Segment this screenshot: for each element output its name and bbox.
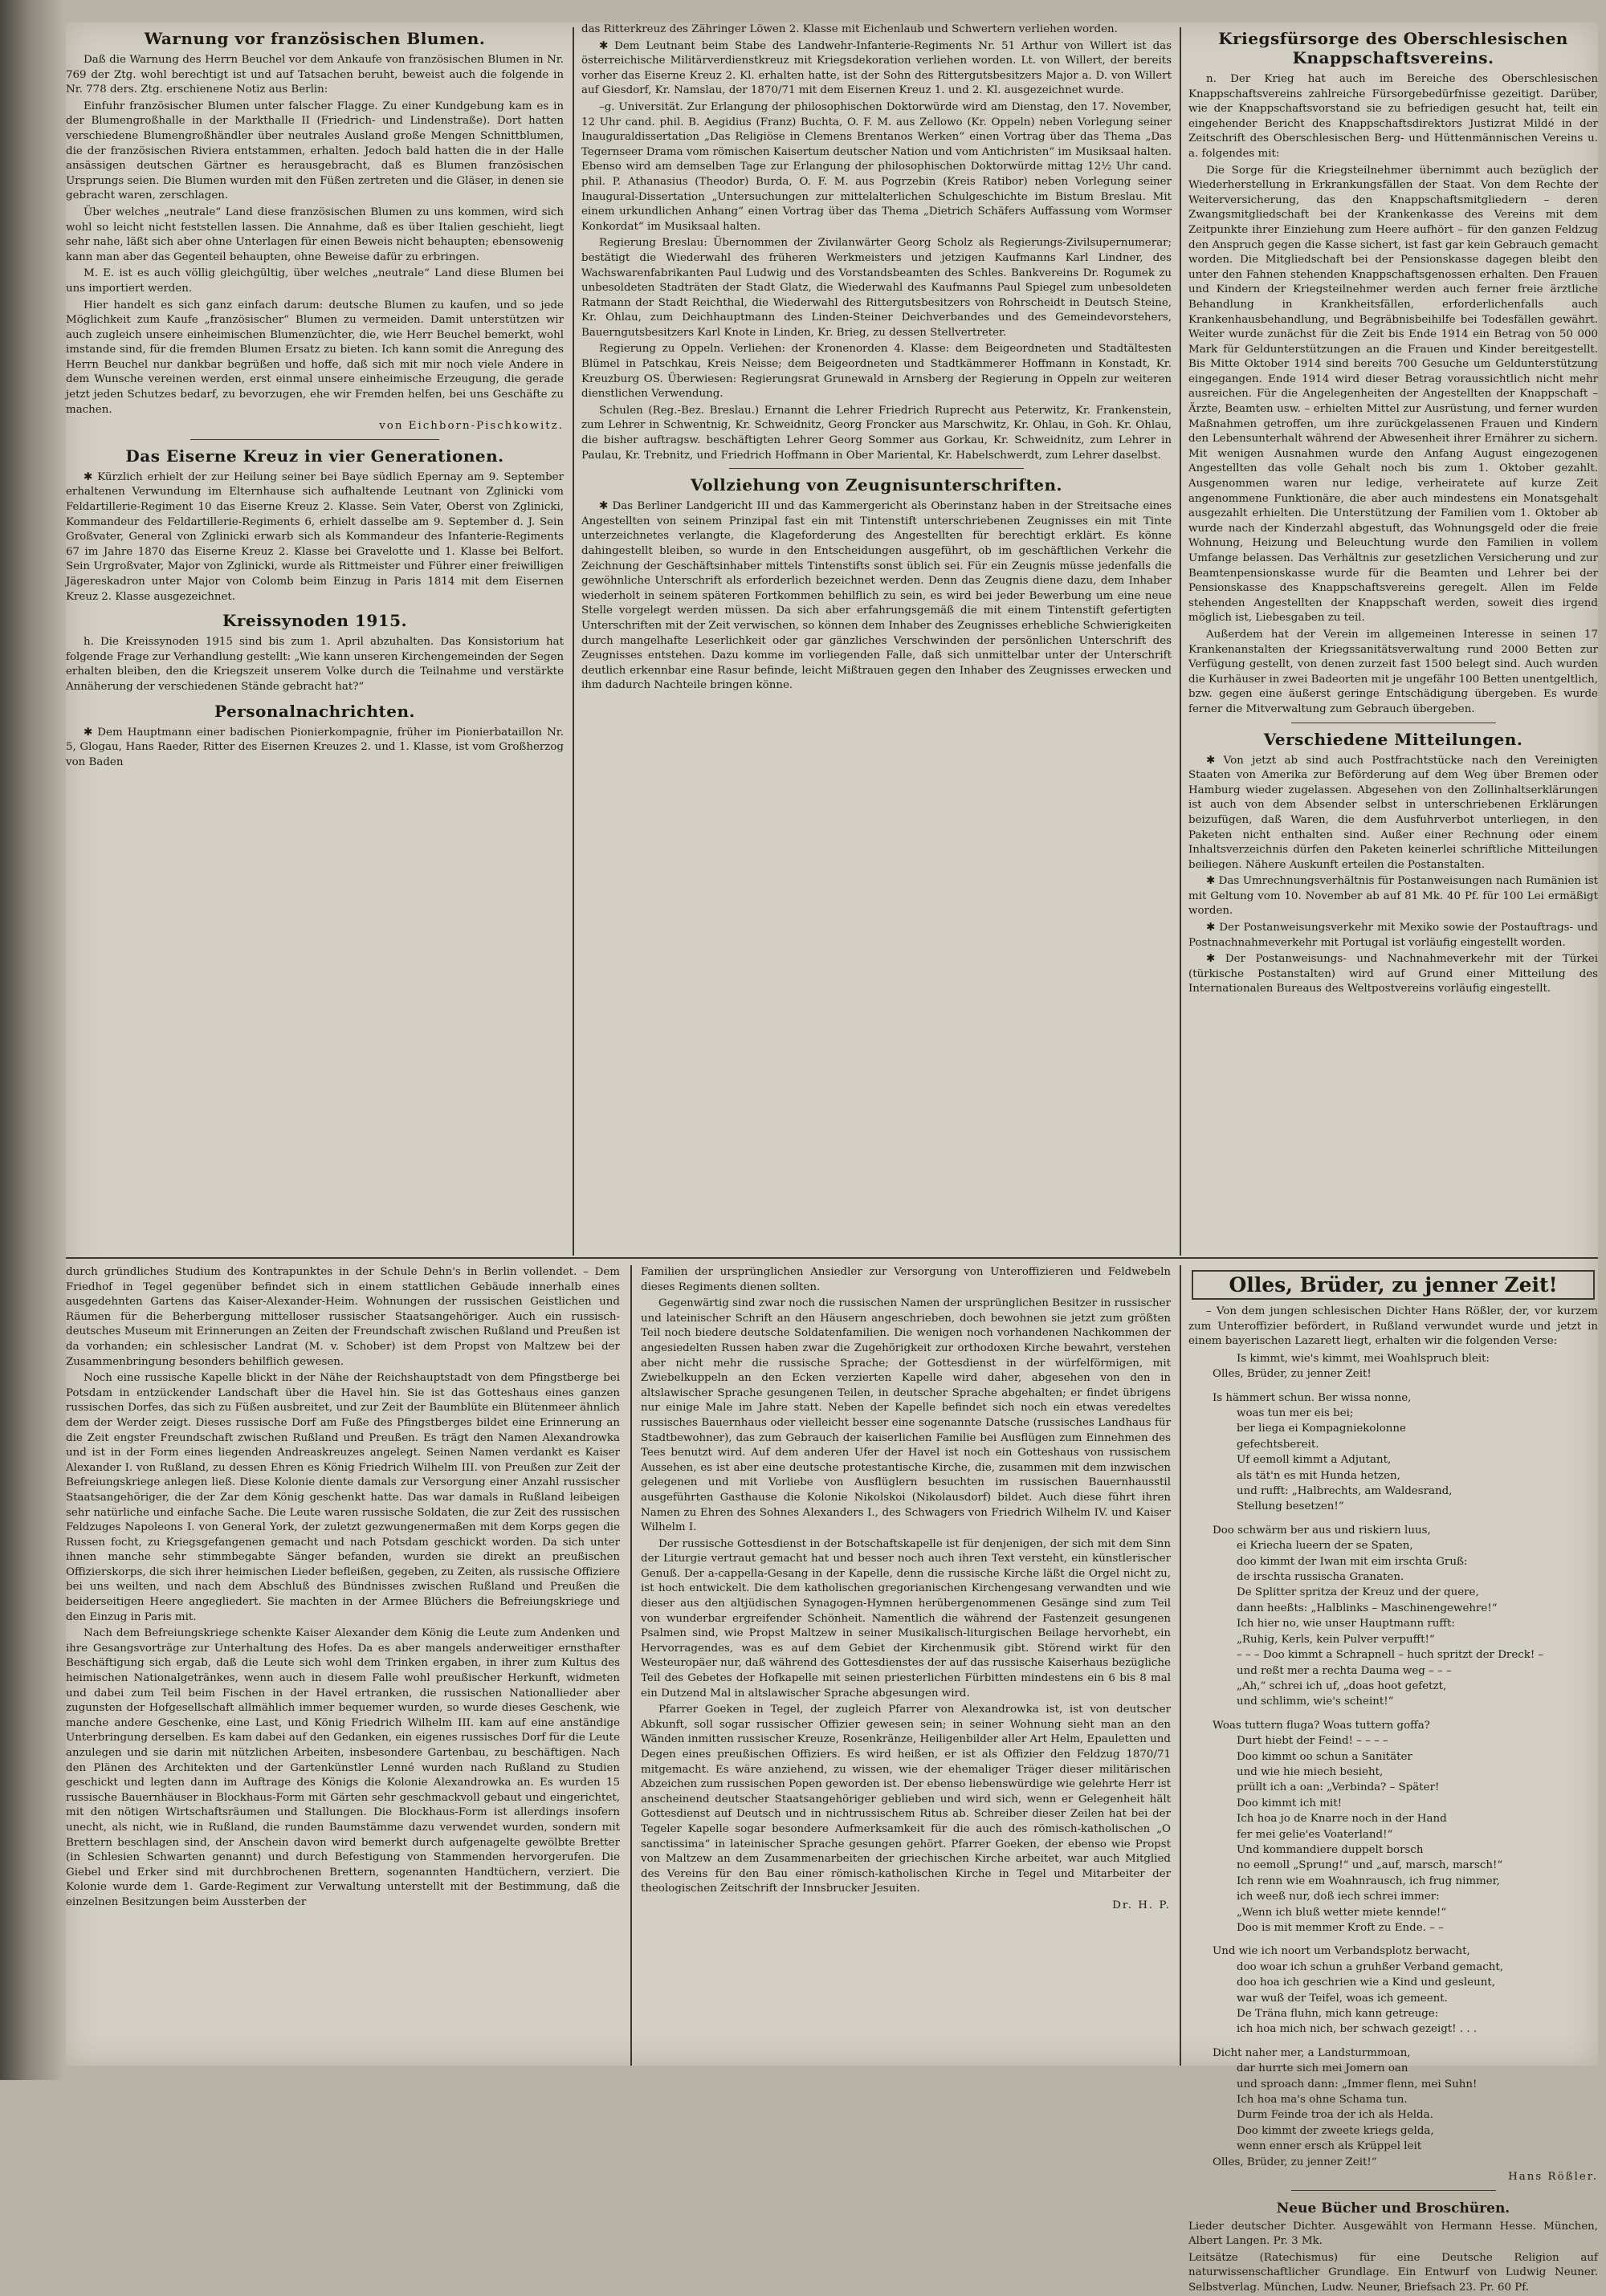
poem-line: dar hurrte sich mei Jomern oan [1237, 2062, 1408, 2075]
poem-line: Durm Feinde troa der ich als Helda. [1237, 2109, 1433, 2122]
paragraph: Familien der ursprünglichen Ansiedler zur Versorgung von Unteroffizieren und Feldwebeln dieses Regiments dienen sollten. [641, 1266, 1171, 1293]
paragraph: ✱ Der Postanweisungs- und Nachnahmeverkehr mit der Türkei (türkische Postanstalten) wird auf Grund einer Mitteilung des Internationalen Bureaus des Weltpostvereins vorläufig eingestellt. [1188, 953, 1598, 995]
headline-personalnachrichten: Personalnachrichten. [214, 701, 415, 721]
headline-kreissynoden: Kreissynoden 1915. [222, 611, 408, 631]
book-entry: Lieder deutscher Dichter. Ausgewählt von Hermann Hesse. München, Albert Langen. Pr. 3 Mk. [1188, 2220, 1598, 2248]
poem-line: no eemoll „Sprung!“ und „auf, marsch, marsch!“ [1237, 1859, 1503, 1872]
column-rule [1180, 1265, 1181, 2066]
poem-line [1237, 1710, 1598, 1718]
column-rule [630, 1265, 632, 2066]
headline-mitteilungen: Verschiedene Mitteilungen. [1263, 729, 1523, 749]
headline-warnung: Warnung vor französischen Blumen. [144, 29, 486, 48]
poem-line [1237, 1382, 1598, 1390]
poem-line: gefechtsbereit. [1237, 1438, 1319, 1451]
poem-line: Ich hoa jo de Knarre noch in der Hand [1237, 1813, 1447, 1826]
column-rule [1180, 27, 1181, 1256]
paragraph: ✱ Das Umrechnungsverhältnis für Postanweisungen nach Rumänien ist mit Geltung vom 10. November ab auf 81 Mk. 40 Pf. für 100 Lei ermäßigt worden. [1188, 875, 1598, 918]
paragraph: ✱ Das Berliner Landgericht III und das Kammergericht als Oberinstanz haben in der Streitsache eines Angestellten von seinem Prinzipal fast ein mit Tintenstift unterschriebenen Zeugnisses ein mit Tinte unterzeichnetes verlangte, die Klageforderung des Angestellten für berechtigt erklärt. Es könne dahingestellt bleiben, so wurde in den Entscheidungen ausgeführt, ob im geschäftlichen Verkehr die Zeichnung der Geschäftsinhaber mittels Tintenstifts sonst üblich sei. Für ein Zeugnis müsse jedenfalls die gewöhnliche Unterschrift als erforderlich bezeichnet werden. Denn das Zeugnis diene dazu, dem Inhaber wiederholt in seinem späteren Fortkommen behilflich zu sein, es wird bei jeder Bewerbung um eine neue Stelle vorgelegt werden müssen. Da sich aber erfahrungsgemäß die mit einem Tintenstift gefertigten Unterschriften mit der Zeit verwischen, so können dem Inhaber des Zeugnisses erhebliche Schwierigkeiten durch mangelhafte Leserlichkeit oder gar gänzliches Verschwinden der persönlichen Unterschrift des Zeugnisses entstehen. Dazu komme im vorliegenden Falle, daß sich unmittelbar unter der Unterschrift deutlich erkennbar eine Rasur befinde, leicht Mißtrauen gegen den Inhaber des Zeugnisses erwecken und ihm dadurch Nachteile bringen könne. [581, 500, 1172, 692]
paragraph: –g. Universität. Zur Erlangung der philosophischen Doktorwürde wird am Dienstag, den 17. November, 12 Uhr cand. phil. B. Aegidius (Franz) Buchta, O. F. M. aus Zellowo (Kr. Oppeln) neben Vorlegung seiner Inauguraldissertation „Das Religiöse in Clemens Brentanos Werken“ einen Vortrag über das Thema „Das Tegernseer Drama vom römischen Kaisertum deutscher Nation und vom Antichristen“ im Musiksaal halten. Ebenso wird am demselben Tage zur Erlangung der philosophischen Doktorwürde mittag 12½ Uhr cand. phil. P. Athanasius (Theodor) Burda, O. F. M. aus Pogrzebin (Kreis Ratibor) neben Vorlegung seiner Inaugural-Dissertation „Untersuchungen zur mittelalterlichen Schulgeschichte im Bistum Breslau. Mit einem urkundlichen Anhang“ einen Vortrag über das Thema „Dietrich Schäfers Auffassung vom Wormser Konkordat“ im Musiksaal halten. [581, 100, 1172, 233]
poem-line: ich hoa mich nich, ber schwach gezeigt! . . . [1237, 2023, 1478, 2036]
poem-line: – – – Doo kimmt a Schrapnell – huch spritzt der Dreck! – [1237, 1649, 1544, 1662]
poem-line: und reßt mer a rechta Dauma weg – – – [1237, 1664, 1452, 1677]
poem-line: ich weeß nur, doß iech schrei immer: [1237, 1891, 1440, 1903]
paragraph: Gegenwärtig sind zwar noch die russischen Namen der ursprünglichen Besitzer in russischer und lateinischer Schrift an den Häusern angeschrieben, doch bewohnen sie jetzt zum größten Teil noch biedere deutsche Soldatenfamilien. Die wenigen noch vorhandenen Nachkommen der angesiedelten Russen haben zwar die Zugehörigkeit zur orthodoxen Kirche bewahrt, verstehen aber nicht mehr die russische Sprache; der Gottesdienst in der würfelförmigen, mit Zwiebelkuppeln an den Ecken verzierten Kapelle wird daher, abgesehen von den in altslawischer Sprache gesungenen Teilen, in deutscher Sprache abgehalten; er findet übrigens nur einige Male im Jahre statt. Neben der Kapelle befindet sich noch ein etwas veredeltes russisches Bauernhaus oder vielleicht besser eine sogenannte Datsche (russisches Landhaus für Stadtbewohner), das zum Gebrauch der kaiserlichen Familie bei Ausflügen zum Einnehmen des Tees benutzt wird. Auf dem anderen Ufer der Havel ist noch ein Gotteshaus von russischem Aussehen, es ist aber eine deutsche protestantische Kirche, die, zusammen mit dem inzwischen gelegenen und mit Vorliebe von Ausflüglern besuchten im russischen Bauernhausstil ausgeführten Gasthause die Kolonie Nikolskoi (Nikolausdorf) bildet. Auch diese führt ihren Namen zu Ehren des Sohnes Alexanders I., des Schwagers von Friedrich Wilhelm IV. und Kaiser Wilhelm I. [641, 1297, 1171, 1534]
poem-line: Is hämmert schun. Ber wissa nonne, [1213, 1391, 1412, 1404]
poem-line: Doo is mit memmer Kroft zu Ende. – – [1237, 1922, 1444, 1934]
poem-line: De Träna fluhn, mich kann getreuge: [1237, 2008, 1439, 2021]
paragraph: Einfuhr französischer Blumen unter falscher Flagge. Zu einer Kundgebung kam es in der Blumengroßhalle in der Markthalle II (Friedrich- und Lindenstraße). Dort hatten verschiedene Blumengroßhändler über neutrales Ausland große Mengen Schnittblumen, die der französischen Riviera entstammen, erhalten. Jedoch bald hatten die in der Halle ansässigen deutschen Gärtner es herausgebracht, daß es Blumen französischen Ursprungs seien. Die Blumen wurden mit den Füßen zertreten und die Gläser, in denen sie gebracht waren, zerschlagen. [66, 100, 564, 202]
poem-line: Und kommandiere duppelt borsch [1237, 1843, 1424, 1856]
poem-line: „Ah,“ schrei ich uf, „doas hoot gefetzt, [1237, 1679, 1447, 1692]
paragraph: ✱ Dem Hauptmann einer badischen Pionierkompagnie, früher im Pionierbataillon Nr. 5, Glogau, Hans Raeder, Ritter des Eisernen Kreuzes 2. und 1. Klasse, ist vom Großherzog von Baden [66, 726, 564, 768]
paragraph: ✱ Der Postanweisungsverkehr mit Mexiko sowie der Postauftrags- und Postnachnahmeverkehr mit Portugal ist vorläufig eingestellt worden. [1188, 922, 1598, 949]
book-entry: Leitsätze (Ratechismus) für eine Deutsche Religion auf naturwissenschaftlicher Grundlage. Ein Entwurf von Ludwig Neuner. Selbstverlag. München, Ludw. Neuner, Briefsach 23. Pr. 60 Pf. [1188, 2251, 1598, 2294]
poem-line: Doo kimmt oo schun a Sanitäter [1237, 1750, 1412, 1763]
poem-line: de irschta russischa Granaten. [1237, 1571, 1404, 1584]
paragraph: Außerdem hat der Verein im allgemeinen Interesse in seinen 17 Krankenanstalten der Kriegssanitätsverwaltung rund 2000 Betten zur Verfügung gestellt, von denen zurzeit fast 1500 belegt sind. Auch wurden die Kurhäuser in zwei Badeorten mit je ungefähr 100 Betten unentgeltlich, bzw. gegen eine äußerst geringe Entschädigung übergeben. Es wurde ferner die Mitverwaltung zum Gebrauch übergeben. [1188, 628, 1598, 715]
paragraph: Daß die Warnung des Herrn Beuchel vor dem Ankaufe von französischen Blumen in Nr. 769 der Ztg. wohl berechtigt ist und auf Tatsachen beruht, beweist auch die folgende in Nr. 778 ders. Ztg. erschienene Notiz aus Berlin: [66, 54, 564, 96]
paragraph: n. Der Krieg hat auch im Bereiche des Oberschlesischen Knappschaftsvereins zahlreiche Fürsorgebedürfnisse gezeitigt. Darüber, wie der Knappschaftsvorstand sie zu befriedigen gesucht hat, teilt ein eingehender Bericht des Knappschaftsdirektors Justizrat Mildé in der Zeitschrift des Oberschlesischen Berg- und Hüttenmännischen Vereins u. a. folgendes mit: [1188, 73, 1598, 160]
poem-line: und schlimm, wie's scheint!“ [1237, 1696, 1394, 1708]
poem-line: Durt hiebt der Feind! – – – – [1237, 1735, 1388, 1748]
book-binding [0, 0, 64, 2080]
divider [729, 468, 1025, 469]
paragraph: Der russische Gottesdienst in der Botschaftskapelle ist für denjenigen, der sich mit dem Sinn der Liturgie vertraut gemacht hat und besser noch auch ihren Text versteht, ein künstlerischer Genuß. Der a-cappella-Gesang in der Kapelle, denn die russische Kirche läßt die Orgel nicht zu, ist hoch entwickelt. Die dem katholischen gregorianischen Kirchengesang verwandten und wie dieser aus den altjüdischen Synagogen-Hymnen herübergenommenen Gesänge sind zum Teil von wunderbar ergreifender Schönheit. Namentlich die während der Fastenzeit gesungenen Psalmen sind, wie Propst Maltzew in seiner Musikalisch-liturgischen Beilage hervorhebt, ein Hervorragendes, was es auf dem Gebiet der Kirchenmusik gibt. Störend wirkt für den Westeuropäer nur, daß während des Gottesdienstes der auf das russische Kaiserhaus bezügliche Teil des Gebetes der Hofkapelle mit seinen priesterlichen Fürbitten mindestens ein 6 bis 8 mal ein Dutzend Mal in altslawischer Sprache abgesungen wird. [641, 1537, 1171, 1700]
poem-line: woas tun mer eis bei; [1237, 1407, 1354, 1419]
paragraph: Regierung Breslau: Übernommen der Zivilanwärter Georg Scholz als Regierungs-Zivilsupernumerar; bestätigt die Wiederwahl des früheren Werkmeisters und jetzigen Kaufmanns Karl Lindner, des Wachswarenfabrikanten Paul Ludwig und des Vorstandsbeamten des Schles. Bankvereins Dr. Rogumek zu unbesoldeten Stadträten der Stadt Glatz, die Wiederwahl des Kaufmanns Paul Spiegel zum unbesoldeten Ratmann der Stadt Reichthal, die Wiederwahl des Rittergutsbesitzers von Rohrscheidt in Deutsch Steine, Kr. Ohlau, zum Deichhauptmann des Linden-Steiner Deichverbandes und des Gemeindevorstehers, Bauerngutsbesitzers Karl Knote in Linden, Kr. Brieg, zu dessen Stellvertreter. [581, 237, 1172, 339]
paragraph: ✱ Von jetzt ab sind auch Postfrachtstücke nach den Vereinigten Staaten von Amerika zur Beförderung auf dem Weg über Bremen oder Hamburg wieder zugelassen. Abgesehen von den Zollinhaltserklärungen ist auch von dem Absender selbst in unterschriebenen Erklärungen beizufügen, daß Waren, die dem Ausfuhrverbot unterliegen, in den Paketen nicht enthalten sind. Außer einer Rechnung oder einem Inhaltsverzeichnis dürfen den Paketen keinerlei schriftliche Mitteilungen beiliegen. Nähere Auskunft erteilen die Postanstalten. [1188, 754, 1598, 871]
poem-line: „Ruhig, Kerls, kein Pulver verpufft!“ [1237, 1633, 1435, 1646]
paragraph: M. E. ist es auch völlig gleichgültig, über welches „neutrale“ Land diese Blumen bei uns importiert werden. [66, 267, 564, 295]
poem-line: Und wie ich noort um Verbandsplotz berwacht, [1213, 1945, 1470, 1958]
poem-body [1188, 1351, 1598, 2170]
poem-line: Ich hoa ma's ohne Schama tun. [1237, 2094, 1408, 2107]
headline-buecher: Neue Bücher und Broschüren. [1276, 2200, 1510, 2217]
poem-line: Ich renn wie em Woahnrausch, ich frug nimmer, [1237, 1875, 1500, 1887]
divider [190, 439, 439, 440]
poem-line: Doo kimmt der zweete kriegs gelda, [1237, 2124, 1434, 2137]
paragraph: h. Die Kreissynoden 1915 sind bis zum 1. April abzuhalten. Das Konsistorium hat folgende Frage zur Verhandlung gestellt: „Wie kann unseren Kirchengemeinden der Segen erhalten bleiben, den die Kriegszeit unserem Volke durch die Teilnahme und verstärkte Annäherung der verschiedenen Stände gebracht hat?“ [66, 636, 564, 693]
newspaper-page [66, 22, 1598, 2294]
headline-eiserne-kreuz: Das Eiserne Kreuz in vier Generationen. [125, 446, 504, 466]
feuilleton-column-1 [66, 1265, 620, 2066]
paragraph: Hier handelt es sich ganz einfach darum: deutsche Blumen zu kaufen, und so jede Möglichkeit zum Kaufe „französischer“ Blumen zu vermeiden. Damit unterstützen wir auch zugleich unsere einheimischen Blumenzüchter, die, wie Herr Beuchel bemerkt, wohl imstande sind, für die fremden Blumen Ersatz zu bieten. Ich kann somit die Anregung des Herrn Beuchel nur dankbar begrüßen und hoffe, daß sich mit mir noch viele Andere in dem Wunsche vereinen werden, erst einmal unsere einheimische Erzeugung, die gerade jetzt jeden Schutzes bedarf, zu bevorzugen, ehe wir Fremden helfen, bei uns Geschäfte zu machen. [66, 299, 564, 416]
poem-line: Stellung besetzen!“ [1237, 1500, 1344, 1513]
poem-line: Dicht naher mer, a Landsturmmoan, [1213, 2046, 1411, 2059]
paragraph: Noch eine russische Kapelle blickt in der Nähe der Reichshauptstadt von dem Pfingstberge bei Potsdam in entzückender Landschaft über die Havel hin. Sie ist das Gotteshaus eines ganzen russischen Dorfes, das sich zu Füßen ausbreitet, und zur Zeit der Baumblüte ein Blütenmeer ähnlich dem der Werder zeigt. Dieses russische Dorf am Fuße des Pfingstberges bildet eine Erinnerung an die Zeit engster Freundschaft zwischen Rußland und Preußen. Es trägt den Namen Alexandrowka und ist in der Form eines liegenden Andreaskreuzes angelegt. Seinen Namen verdankt es Kaiser Alexander I. von Rußland, zu dessen Ehren es König Friedrich Wilhelm III. von Preußen zur Zeit der Befreiungskriege anlegen ließ. Diese Kolonie diente damals zur Versorgung einer Anzahl russischer Staatsangehöriger, die der Zar dem König geschenkt hatte. Das war damals in Rußland leibeigen sehr natürliche und einfache Sache. Die Leute waren russische Soldaten, die zur Zeit des russischen Feldzuges Napoleons I. von General York, der zuletzt gezwungenermaßen mit dem Korps gegen die Russen focht, zu Kriegsgefangenen gemacht und nach Potsdam geschickt worden. Da sich unter ihnen manche sehr stimmbegabte Sänger befanden, wurden sie direkt an preußischen Offizierskorps, die sich ihrer heimischen Lieder befleißen, gegeben, zu Zeiten, als russische Offiziere bei uns weilten, und nach dem Abschluß des Bündnisses zwischen Rußland und Preußen die beiderseitigen Heere angegliedert. Sie machten in der Armee Blüchers die Befreiungskriege und den Einzug in Paris mit. [66, 1372, 620, 1623]
poem-line: De Splitter spritza der Kreuz und der quere, [1237, 1586, 1479, 1599]
poem-line: Olles, Brüder, zu jenner Zeit! [1213, 1368, 1372, 1381]
poem-line: Uf eemoll kimmt a Adjutant, [1237, 1454, 1392, 1467]
paragraph: durch gründliches Studium des Kontrapunktes in der Schule Dehn's in Berlin vollendet. – Dem Friedhof in Tegel gegenüber befindet sich in einem stattlichen Gebäude innerhalb eines ausgedehnten Gartens das Kaiser-Alexander-Heim. Wohnungen der russischen Geistlichen und Räumen für die Beherbergung mittelloser russischer Staatsangehöriger. Auch ein russisch-deutsches Museum mit Erinnerungen an Zeiten der Freundschaft zwischen Rußland und Preußen ist da vorhanden; ein schlesischer Landrat (M. v. Schober) ist dem Propst von Maltzew bei der Zusammenbringung besonders behilflich gewesen. [66, 1266, 620, 1368]
poem-column [1188, 1265, 1598, 2294]
poem-line: doo woar ich schun a gruhßer Verband gemacht, [1237, 1960, 1503, 1973]
paragraph: das Ritterkreuz des Zähringer Löwen 2. Klasse mit Eichenlaub und Schwertern verliehen worden. [581, 23, 1118, 35]
poem-line: als tät'n es mit Hunda hetzen, [1237, 1469, 1400, 1482]
poem-line: doo kimmt der Iwan mit eim irschta Gruß: [1237, 1555, 1468, 1568]
poem-signature: Hans Rößler. [1508, 2171, 1598, 2184]
column-1 [66, 22, 564, 1251]
paragraph: ✱ Kürzlich erhielt der zur Heilung seiner bei Baye südlich Epernay am 9. September erhaltenen Verwundung im Elternhause sich aufhaltende Leutnant von Zglinicki vom Feldartillerie-Regiment 10 das Eiserne Kreuz 2. Klasse. Sein Vater, Oberst von Zglinicki, Kommandeur des Feldartillerie-Regiments 6, erhielt dasselbe am 9. September d. J. Sein Großvater, General von Zglinicki erwarb sich als Kommandeur des Infanterie-Regiments 67 im Jahre 1870 das Eiserne Kreuz 2. Klasse bei Gravelotte und 1. Klasse bei Belfort. Sein Urgroßvater, Major von Zglinicki, wurde als Rittmeister und Führer einer freiwilligen Jägereskadron unter Major von Colomb beim Einzug in Paris 1814 mit dem Eisernen Kreuz 2. Klasse ausgezeichnet. [66, 470, 564, 603]
poem-title: Olles, Brüder, zu jenner Zeit! [1192, 1270, 1595, 1300]
poem-line: und wie hie miech besieht, [1237, 1765, 1384, 1778]
poem-line: doo hoa ich geschrien wie a Kind und gesleunt, [1237, 1976, 1495, 1989]
poem-line: dann heeßts: „Halblinks – Maschinengewehre!“ [1237, 1602, 1498, 1614]
poem-line: „Wenn ich bluß wetter miete kennde!“ [1237, 1906, 1447, 1919]
headline-zeugnisunterschriften: Vollziehung von Zeugnisunterschriften. [691, 475, 1062, 495]
signature: Dr. H. P. [1112, 1899, 1171, 1911]
poem-line: Doo schwärm ber aus und riskiern luus, [1213, 1524, 1431, 1537]
poem-line [1237, 1515, 1598, 1523]
poem-line: ber liega ei Kompagniekolonne [1237, 1423, 1406, 1435]
poem-intro: – Von dem jungen schlesischen Dichter Hans Rößler, der, vor kurzem zum Unteroffizier befördert, in Rußland verwundet wurde und jetzt in einem bayerischen Lazarett liegt, erhalten wir die folgenden Verse: [1188, 1305, 1598, 1348]
poem-line: fer mei gelie'es Voaterland!“ [1237, 1828, 1393, 1841]
poem-line [1237, 2037, 1598, 2046]
paragraph: Schulen (Reg.-Bez. Breslau.) Ernannt die Lehrer Friedrich Ruprecht aus Peterwitz, Kr. Frankenstein, zum Lehrer in Schwentnig, Kr. Schweidnitz, Georg Froncker aus Marschwitz, Kr. Ohlau, in Goh. Kr. Ohlau, die bisher auftragsw. beschäftigten Lehrer Georg Sommer aus Gorkau, Kr. Schweidnitz, zum Lehrer in Paulau, Kr. Trebnitz, und Friedrich Hoffmann in Ober Mariental, Kr. Habelschwerdt, zum Lehrer daselbst. [581, 404, 1172, 462]
paragraph: Die Sorge für die Kriegsteilnehmer übernimmt auch bezüglich der Wiederherstellung in Erkrankungsfällen der Staat. Von dem Rechte der Weiterversicherung, das den Knappschaftsmitgliedern – deren Zwangsmitgliedschaft bei der Krankenkasse des Vereins mit dem Zeitpunkte ihrer Einziehung zum Heere aufhört – für den ganzen Feldzug den Anspruch gegen die Kasse sichert, ist fast gar kein Gebrauch gemacht worden. Die Mitgliedschaft bei der Pensionskasse dagegen bleibt den unter den Fahnen stehenden Knappschaftsgenossen erhalten. Den Frauen und Kindern der Kriegsteilnehmer werden auch ferner freie ärztliche Behandlung in Krankheitsfällen, erforderlichenfalls auch Krankenhausbehandlung, und Begräbnisbeihilfe bei Todesfällen gewährt. Weiter wurde zunächst für die Zeit bis Ende 1914 ein Betrag von 50 000 Mark für Geldunterstützungen an die Frauen und Kinder bereitgestellt. Bis Mitte Oktober 1914 sind bereits 700 Gesuche um Geldunterstützung eingegangen. Ende 1914 wird dieser Betrag voraussichtlich nicht mehr ausreichen. Für die Angelegenheiten der Angestellten der Knappschaft – Ärzte, Beamten usw. – erhielten Mittel zur Ausrüstung, und ferner wurden Maßnahmen getroffen, um ihre zurückgelassenen Frauen und Kindern den Lebensunterhalt während der Abwesenheit ihrer Ernährer zu sichern. Mit wenigen Ausnahmen wurde den Anfang August eingezogenen Angestellten das volle Gehalt noch bis zum 1. Oktober gezahlt. Ausgenommen waren nur ledige, verheiratete auf kurze Zeit angenommene Funktionäre, die aber auch mindestens ein Monatsgehalt ausgezahlt erhielten. Die Unterstützung der Familien vom 1. Oktober ab wurde nach der Kinderzahl abgestuft, das Wohnungsgeld oder die freie Wohnung, Heizung und Beleuchtung wurde den Familien in vollem Umfange belassen. Das Verhältnis zur gesetzlichen Versicherung und zur Beamtenpensionskasse wurde für die Beamten und Lehrer bei der Pensionskasse des Knappschaftsvereins geregelt. Allen im Felde stehenden Angestellten der Knappschaft werden, soweit dies irgend möglich ist, Liebesgaben zu teil. [1188, 164, 1598, 625]
poem-line: prüllt ich a oan: „Verbinda? – Später! [1237, 1781, 1440, 1794]
signature: von Eichborn-Pischkowitz. [379, 420, 564, 433]
paragraph: Regierung zu Oppeln. Verliehen: der Kronenorden 4. Klasse: dem Beigeordneten und Stadtältesten Blümel in Patschkau, Kreis Neisse; dem Beigeordneten und Stadtkämmerer Hoffmann in Konstadt, Kr. Kreuzburg OS. Überwiesen: Regierungsrat Grunewald in Arnsberg der Regierung in Oppeln zur weiteren dienstlichen Verwendung. [581, 343, 1172, 401]
poem-line: Ich hier no, wie unser Hauptmann rufft: [1237, 1618, 1455, 1630]
feuilleton-rule [66, 1257, 1598, 1259]
column-3 [1188, 22, 1598, 1251]
poem-line [1237, 1936, 1598, 1944]
feuilleton-column-2 [641, 1265, 1171, 2066]
poem-line: Woas tuttern fluga? Woas tuttern goffa? [1213, 1719, 1430, 1732]
paragraph: Nach dem Befreiungskriege schenkte Kaiser Alexander dem König die Leute zum Andenken und ihre Gesangsvorträge zur Unterhaltung des Hofes. Da es aber mangels anderweitiger ernsthafter Beschäftigung sich ergab, daß die Leute sich wohl dem Trinken ergaben, in ihrer zum Kultus des heimischen Nationalgetränkes, wenn auch in diesem Falle wohl preußischer Herkunft, widmeten und dabei zum Teil beim Fischen in der Havel ertranken, die russischen Nationallieder aber zugunsten der Hofgesellschaft allmählich immer bequemer wurden, so wurde dieses Geschenk, wie manche andere Geschenke, eine Last, und König Friedrich Wilhelm III. kam auf eine anständige Unterbringung derselben. Es kam dabei auf den Gedanken, ein eigenes russisches Dorf für die Leute anzulegen und sie darin mit nützlichen Arbeiten, insbesondere Gartenbau, zu beschäftigen. Nach den Plänen des Architekten und der Gartenkünstler Lenné wurden nach Rußland zu Studien geschickt und legten dann im Auftrage des Königs die Kolonie Alexandrowka an. Es wurden 15 russische Bauernhäuser in Blockhaus-Form mit Gärten sehr geschmackvoll gebaut und eingerichtet, mit den nötigen Wirtschaftsräumen und Stallungen. Die Blockhaus-Form ist allerdings insofern unecht, als nicht, wie in Rußland, die runden Baumstämme dazu verwendet wurden, sondern mit Brettern beschlagen sind, der Anschein davon wird bemerkt durch aufgenagelte gewölbte Bretter (in Schlesien Schwarten genannt) und durch Befestigung von Stammenden hervorgerufen. Die Giebel und Erker sind mit durchbrochenen Brettern, sogenannten Handtüchern, verziert. Die Kolonie wurde dem 1. Garde-Regiment zur Verwaltung unterstellt mit der Bestimmung, daß die einzelnen Besitzungen beim Aussterben der [66, 1627, 620, 1908]
poem-line: war wuß der Teifel, woas ich gemeent. [1237, 1992, 1448, 2005]
poem-line: wenn enner ersch als Krüppel leit [1237, 2140, 1422, 2153]
divider [1291, 2190, 1496, 2191]
poem-line: Olles, Brüder, zu jenner Zeit!“ [1213, 2156, 1377, 2168]
poem-line: Is kimmt, wie's kimmt, mei Woahlspruch bleit: [1237, 1352, 1490, 1365]
paragraph: ✱ Dem Leutnant beim Stabe des Landwehr-Infanterie-Regiments Nr. 51 Arthur von Willert ist das österreichische Militärverdienstkreuz mit Kriegsdekoration verliehen worden. Lt. von Willert, der bereits vorher das Eiserne Kreuz 2. Kl. erhalten hatte, ist der Sohn des Rittergutsbesitzers Major a. D. von Willert auf Giesdorf, Kr. Namslau, der 1870/71 mit dem Eisernen Kreuz 1. und 2. Kl. ausgezeichnet wurde. [581, 39, 1172, 97]
poem-line: Doo kimmt ich mit! [1237, 1797, 1342, 1810]
poem-line: ei Kriecha lueern der se Spaten, [1237, 1540, 1413, 1553]
column-2 [581, 22, 1172, 1251]
poem-line: und rufft: „Halbrechts, am Waldesrand, [1237, 1485, 1453, 1498]
poem-line: und sproach dann: „Immer flenn, mei Suhn! [1237, 2078, 1478, 2090]
headline-kriegsfuersorge: Kriegsfürsorge des Oberschlesischen Knappschaftsvereins. [1218, 29, 1568, 67]
paragraph: Über welches „neutrale“ Land diese französischen Blumen zu uns kommen, wird sich wohl so leicht nicht feststellen lassen. Die Annahme, daß es über Italien geschieht, liegt sehr nahe, läßt sich aber ohne Unterlagen für einen Beweis nicht behaupten; ebensowenig kann man aber das Gegenteil behaupten, ohne Beweise dafür zu erbringen. [66, 206, 564, 263]
column-rule [573, 27, 574, 1256]
paragraph: Pfarrer Goeken in Tegel, der zugleich Pfarrer von Alexandrowka ist, ist von deutscher Abkunft, soll sogar russischer Offizier gewesen sein; in seiner Wohnung sieht man an den Wänden inmitten russischer Kreuze, Rosenkränze, Heiligenbilder aller Art Helm, Epauletten und Degen eines preußischen Offiziers. Es wird heißen, er ist als Offizier den Feldzug 1870/71 mitgemacht. Es wäre anziehend, zu wissen, wie der ehemaliger Träger dieser militärischen Abzeichen zum russischen Popen geworden ist. Der ebenso liebenswürdige wie gelehrte Herr ist anscheinend deutscher Staatsangehöriger geblieben und wird sich, wenn er Gelegenheit hält Gottesdienst auf Deutsch und in nichtrussischem Ritus ab. Schreiber dieser Zeilen hat bei der Tegeler Kapelle sogar besondere Aufmerksamkeit für die auch des römisch-katholischen „O sanctissima“ in lateinischer Sprache gesungen gehört. Pfarrer Goeken, der ebenso wie Propst von Maltzew an dem Zusammenarbeiten der griechischen Kirche arbeitet, war auch Mitglied des Vereins für den Bau einer römisch-katholischen Kirche in Tegel und Mitarbeiter der theologischen Zeitschrift der Innsbrucker Jesuiten. [641, 1704, 1171, 1895]
